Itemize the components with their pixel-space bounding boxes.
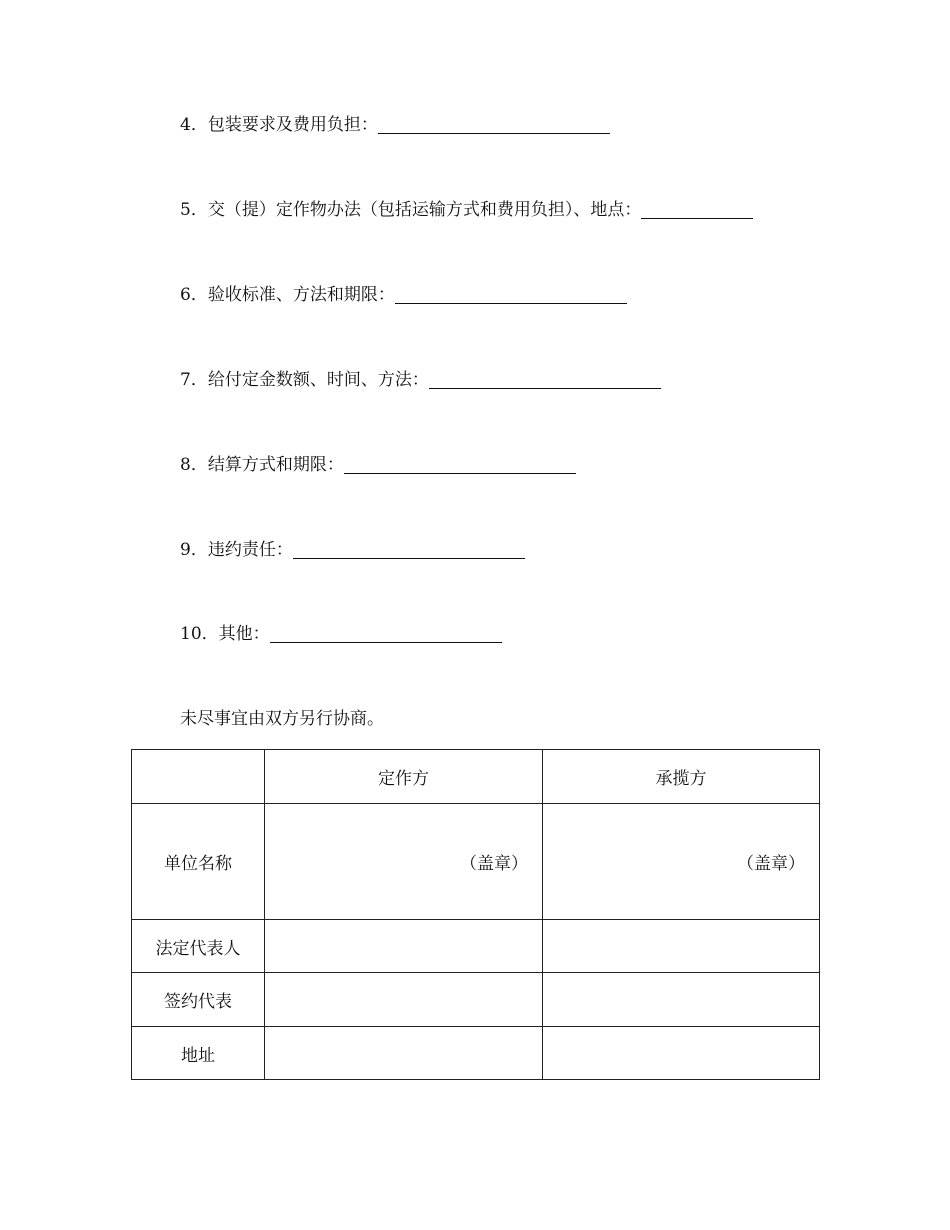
row-label-signing-rep: 签约代表 — [132, 973, 265, 1027]
closing-note: 未尽事宜由双方另行协商。 — [180, 709, 384, 729]
contractor-address-cell[interactable] — [543, 1027, 820, 1080]
packaging-blank[interactable] — [378, 115, 610, 134]
acceptance-blank[interactable] — [395, 285, 627, 304]
contractor-signing-rep-cell[interactable] — [543, 973, 820, 1027]
item-label: 6．验收标准、方法和期限： — [180, 285, 395, 305]
row-label-unit-name: 单位名称 — [132, 804, 265, 920]
contractor-seal-cell[interactable]: （盖章） — [543, 804, 820, 920]
row-label-address: 地址 — [132, 1027, 265, 1080]
ordering-party-address-cell[interactable] — [265, 1027, 543, 1080]
ordering-party-seal-cell[interactable]: （盖章） — [265, 804, 543, 920]
table-row — [132, 804, 820, 920]
item-label: 7．给付定金数额、时间、方法： — [180, 370, 429, 390]
settlement-blank[interactable] — [344, 455, 576, 474]
other-blank[interactable] — [270, 624, 502, 643]
item-label: 5．交（提）定作物办法（包括运输方式和费用负担）、地点： — [180, 200, 642, 220]
item-delivery — [180, 198, 753, 222]
signature-table — [131, 749, 820, 1080]
header-empty-cell — [132, 750, 265, 804]
ordering-party-signing-rep-cell[interactable] — [265, 973, 543, 1027]
item-deposit — [180, 368, 661, 392]
item-other — [180, 622, 502, 646]
item-label: 8．结算方式和期限： — [180, 455, 344, 475]
table-row — [132, 920, 820, 973]
table-row — [132, 1027, 820, 1080]
table-header-row — [132, 750, 820, 804]
item-settlement — [180, 453, 576, 477]
liability-blank[interactable] — [293, 540, 525, 559]
item-acceptance — [180, 283, 627, 307]
row-label-legal-rep: 法定代表人 — [132, 920, 265, 973]
item-label: 4．包装要求及费用负担： — [180, 115, 378, 135]
item-label: 9．违约责任： — [180, 540, 293, 560]
header-ordering-party: 定作方 — [265, 750, 543, 804]
table-row — [132, 973, 820, 1027]
item-packaging — [180, 113, 610, 137]
item-label: 10．其他： — [180, 624, 270, 644]
header-contractor: 承揽方 — [543, 750, 820, 804]
contractor-legal-rep-cell[interactable] — [543, 920, 820, 973]
delivery-blank[interactable] — [641, 200, 753, 219]
deposit-blank[interactable] — [429, 370, 661, 389]
item-liability — [180, 538, 525, 562]
ordering-party-legal-rep-cell[interactable] — [265, 920, 543, 973]
